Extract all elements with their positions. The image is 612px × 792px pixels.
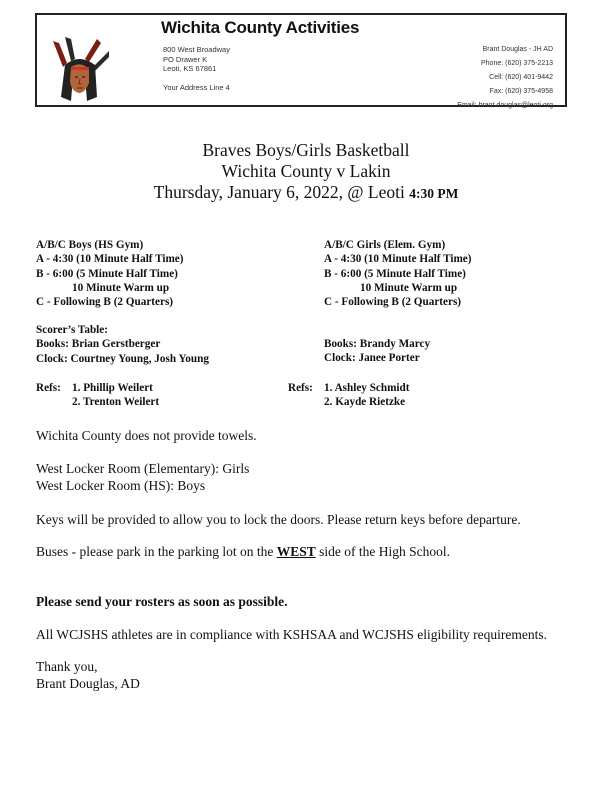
event-date: Thursday, January 6, 2022, @ Leoti (153, 182, 405, 202)
refs-left (36, 381, 159, 410)
refs-right (288, 381, 409, 410)
closing-thanks: Thank you, (36, 659, 98, 674)
scorers-right (324, 337, 430, 366)
event-name: Braves Boys/Girls Basketball (202, 140, 410, 160)
org-name: Wichita County Activities (161, 18, 360, 37)
contact-block (457, 43, 553, 113)
boys-b: B - 6:00 (5 Minute Half Time) (36, 267, 178, 280)
books-left: Books: Brian Gerstberger (36, 338, 161, 351)
event-title (0, 140, 612, 204)
ref-right-1: 1. Ashley Schmidt (324, 382, 410, 394)
event-time: 4:30 PM (409, 186, 459, 201)
clock-left: Clock: Courtney Young, Josh Young (36, 352, 209, 365)
address-line: 800 West Broadway (163, 45, 230, 54)
boys-warmup: 10 Minute Warm up (72, 281, 170, 294)
girls-a: A - 4:30 (10 Minute Half Time) (324, 253, 472, 266)
indian-head-mascot-icon (51, 37, 111, 103)
event-date-line (0, 182, 612, 204)
girls-warmup: 10 Minute Warm up (360, 281, 458, 294)
matchup: Wichita County v Lakin (221, 161, 391, 181)
girls-b: B - 6:00 (5 Minute Half Time) (324, 267, 466, 280)
contact-phone: Phone: (620) 375-2213 (481, 60, 553, 67)
contact-cell: Cell: (620) 401-9442 (489, 74, 553, 81)
keys-note: Keys will be provided to allow you to lock the doors. Please return keys before departure. (36, 512, 521, 527)
locker-notes (36, 460, 249, 494)
refs-label: Refs: (288, 382, 313, 394)
refs-label: Refs: (36, 382, 61, 394)
ref-left-2: 2. Trenton Weilert (72, 396, 160, 409)
scorers-heading: Scorer’s Table: (36, 324, 108, 336)
closing (36, 658, 140, 692)
address-line: PO Drawer K (163, 54, 208, 64)
signature: Brant Douglas, AD (36, 676, 140, 691)
contact-name: Brant Douglas - JH AD (482, 46, 553, 53)
letterhead (35, 13, 567, 107)
buses-west: WEST (276, 544, 316, 559)
books-right: Books: Brandy Marcy (324, 338, 431, 350)
contact-fax: Fax: (620) 375-4958 (489, 88, 553, 95)
girls-c: C - Following B (2 Quarters) (324, 296, 462, 309)
buses-text-end: side of the High School. (315, 544, 450, 559)
girls-schedule (324, 238, 472, 309)
boys-c: C - Following B (2 Quarters) (36, 296, 174, 309)
compliance-note: All WCJSHS athletes are in compliance with KSHSAA and WCJSHS eligibility requirements. (36, 627, 547, 642)
clock-right: Clock: Janee Porter (324, 352, 420, 365)
rosters-note: Please send your rosters as soon as possible. (36, 594, 288, 609)
boys-heading: A/B/C Boys (HS Gym) (36, 239, 144, 251)
towels-note: Wichita County does not provide towels. (36, 428, 257, 443)
buses-note (36, 543, 450, 560)
ref-left-1: 1. Phillip Weilert (72, 382, 153, 394)
address-line: Your Address Line 4 (163, 82, 230, 92)
scorers-left (36, 323, 209, 366)
boys-schedule (36, 238, 184, 309)
buses-text: Buses - please park in the parking lot on the (36, 544, 277, 559)
address-block (163, 45, 230, 92)
ref-right-2: 2. Kayde Rietzke (324, 396, 406, 409)
address-line: Leoti, KS 67861 (163, 64, 217, 74)
locker-girls: West Locker Room (Elementary): Girls (36, 461, 250, 476)
contact-email: Email: brant.douglas@leoti.org (457, 102, 553, 109)
girls-heading: A/B/C Girls (Elem. Gym) (324, 239, 446, 251)
locker-boys: West Locker Room (HS): Boys (36, 478, 206, 493)
boys-a: A - 4:30 (10 Minute Half Time) (36, 253, 184, 266)
